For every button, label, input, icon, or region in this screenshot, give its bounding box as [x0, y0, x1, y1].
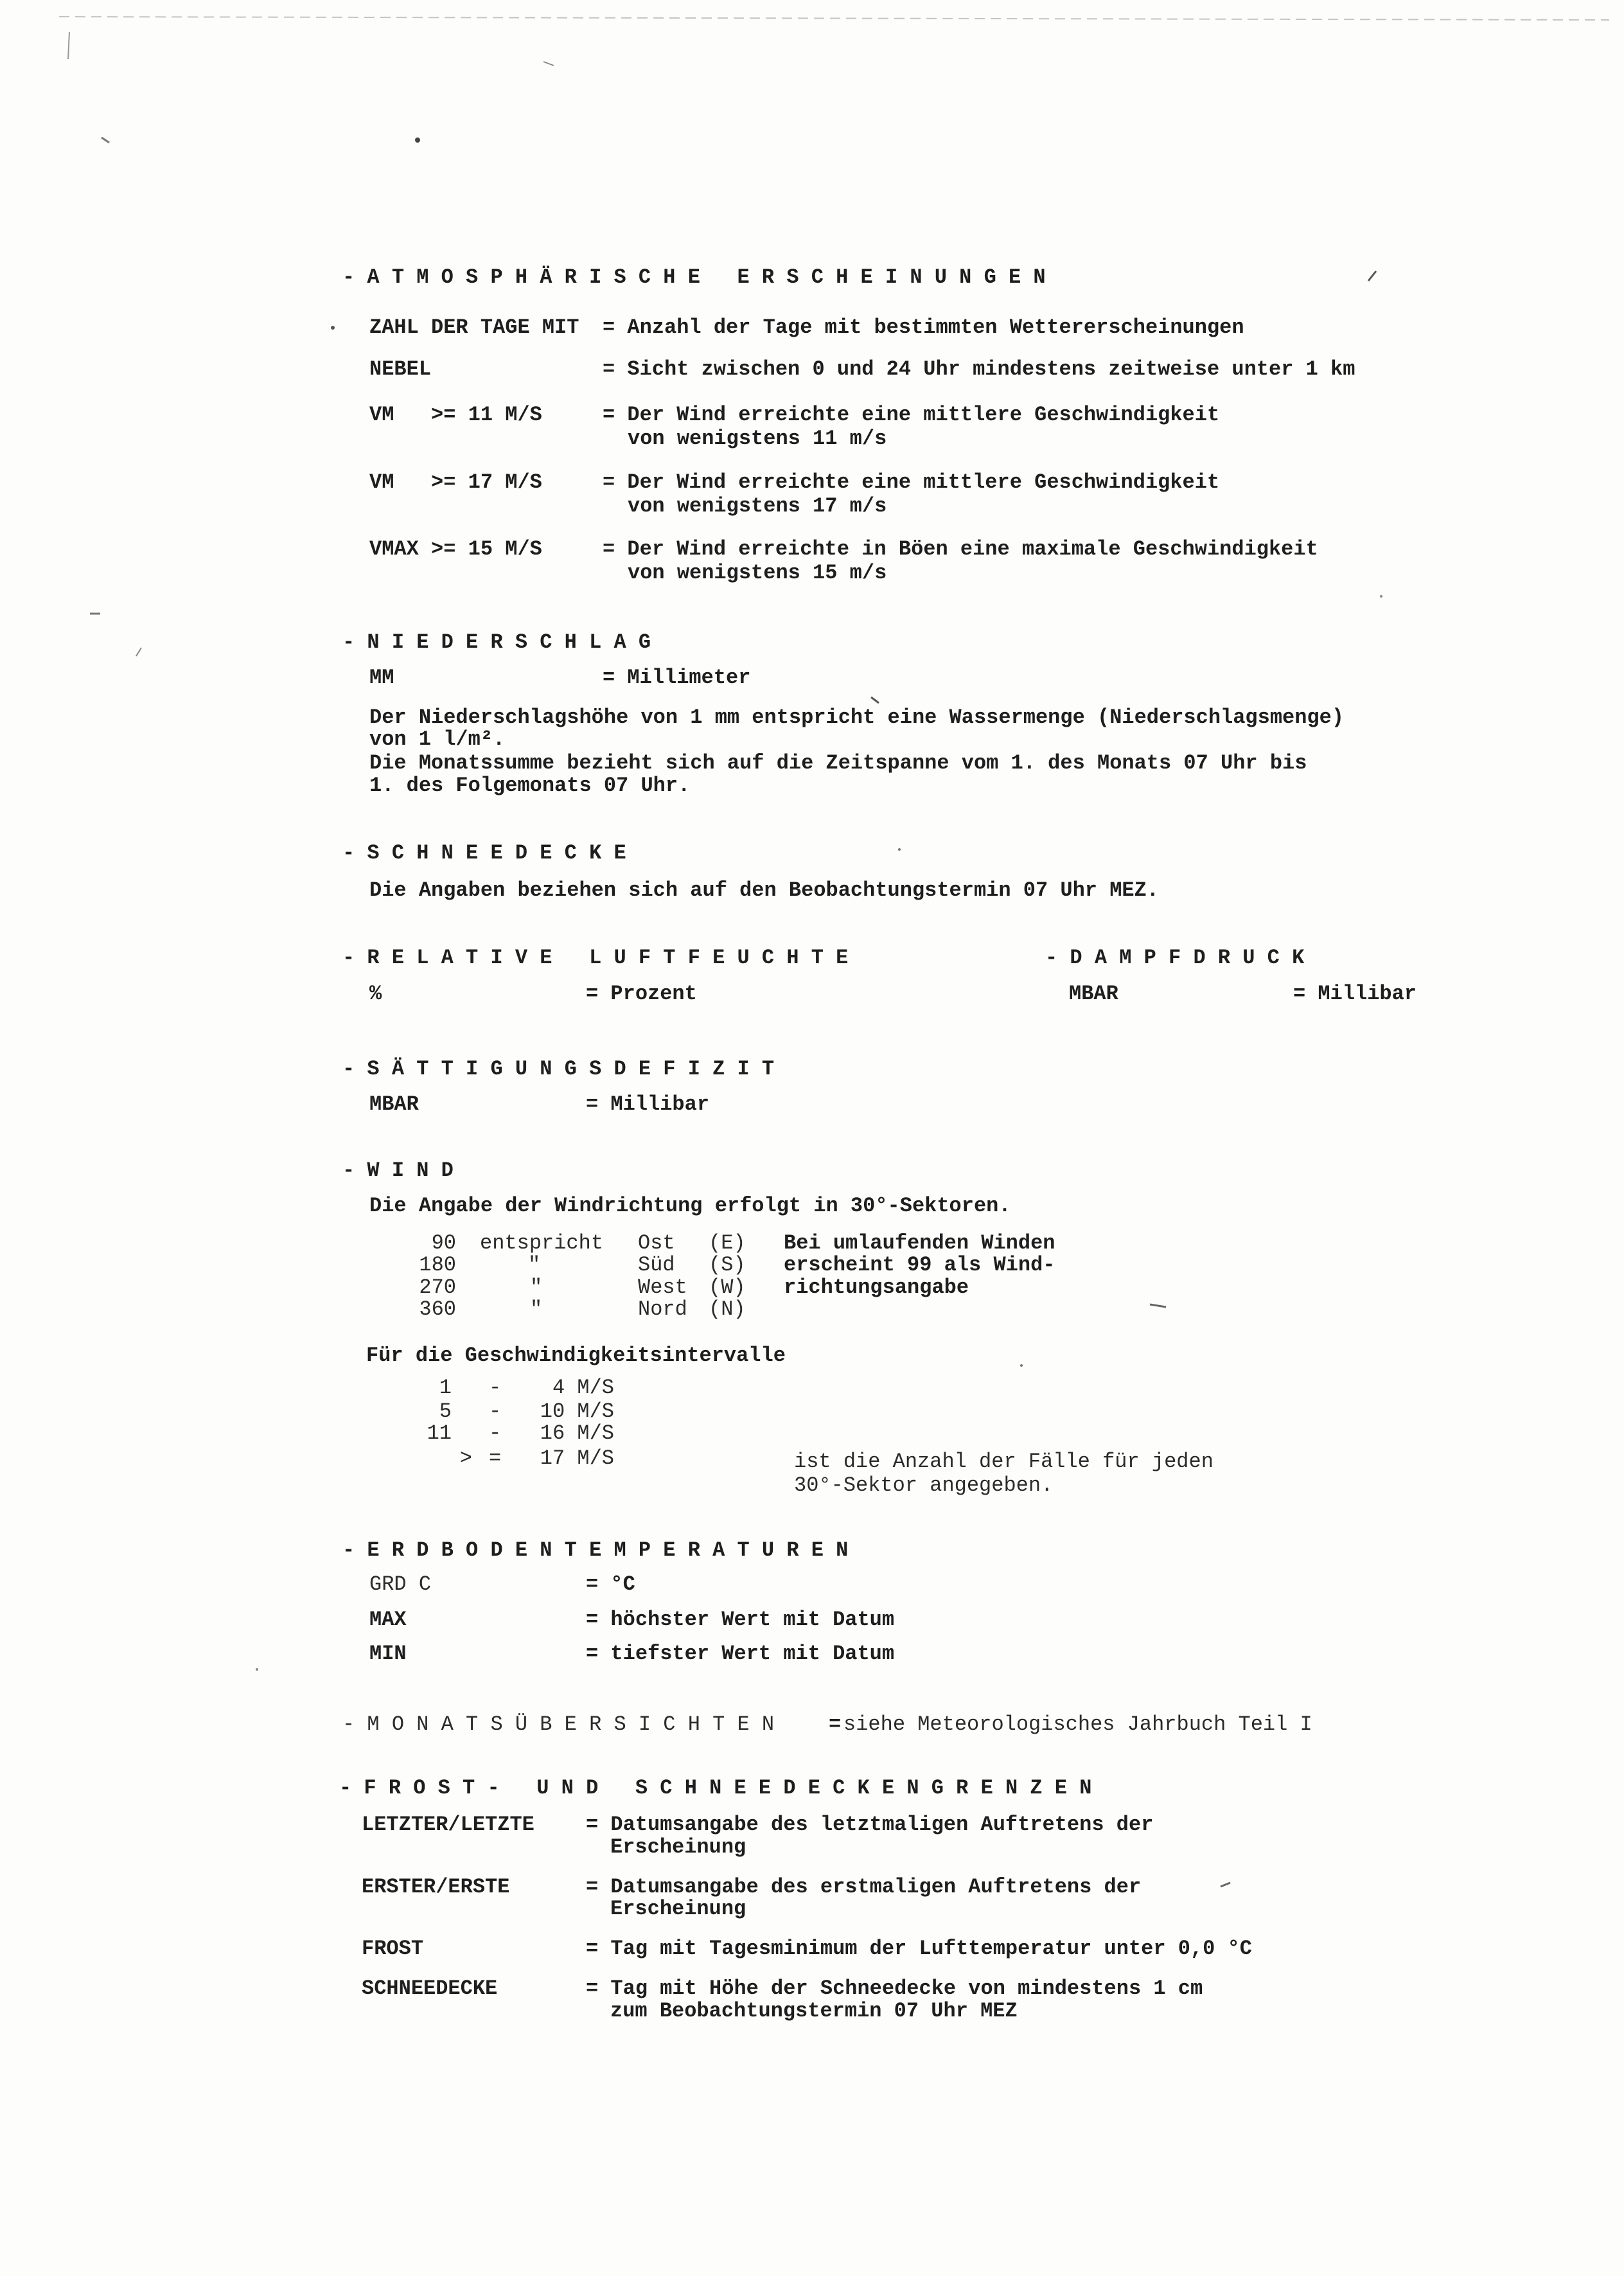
- paragraph-line: Die Angaben beziehen sich auf den Beobachtungstermin 07 Uhr MEZ.: [369, 878, 1159, 902]
- speed-interval-separator: =: [489, 1446, 502, 1470]
- speed-interval-separator: -: [489, 1376, 502, 1400]
- scan-edge-line: [59, 17, 1609, 20]
- paragraph-line: von 1 l/m².: [369, 727, 506, 751]
- ditto-mark: ": [530, 1276, 543, 1299]
- direction-abbreviation: (W): [709, 1276, 746, 1299]
- equals-sign: =: [829, 1712, 842, 1736]
- definition-zahl-der-tage: = Anzahl der Tage mit bestimmten Wettererscheinungen: [603, 316, 1244, 339]
- direction-abbreviation: (N): [709, 1297, 746, 1321]
- definition-erster-erste-continued: Erscheinung: [610, 1897, 746, 1921]
- term-vmax-15: VMAX >= 15 M/S: [369, 537, 542, 561]
- definition-min: = tiefster Wert mit Datum: [586, 1642, 895, 1666]
- scan-speck: [1150, 1304, 1166, 1307]
- term-percent: %: [369, 982, 382, 1006]
- paragraph-line: Die Monatssumme bezieht sich auf die Zeitspanne vom 1. des Monats 07 Uhr bis: [369, 751, 1307, 775]
- section-heading-luftfeuchte: - R E L A T I V E L U F T F E U C H T E: [342, 946, 849, 970]
- term-min: MIN: [369, 1642, 407, 1666]
- direction-degrees: 270: [419, 1276, 456, 1299]
- scan-speck: [1020, 1364, 1023, 1367]
- definition-mbar: = Millibar: [586, 1092, 710, 1116]
- term-max: MAX: [369, 1608, 407, 1631]
- scan-speck: [543, 62, 554, 66]
- term-erster-erste: ERSTER/ERSTE: [362, 1875, 510, 1899]
- term-schneedecke: SCHNEEDECKE: [362, 1977, 498, 2000]
- direction-name: Süd: [638, 1253, 675, 1277]
- scan-speck: [331, 326, 335, 330]
- direction-equivalence: entspricht: [480, 1231, 604, 1255]
- speed-intervals-intro: Für die Geschwindigkeitsintervalle: [366, 1344, 786, 1367]
- speed-interval-from: 11: [427, 1421, 452, 1445]
- paragraph-line: Die Angabe der Windrichtung erfolgt in 30°-Sektoren.: [369, 1194, 1011, 1218]
- definition-mbar: = Millibar: [1293, 982, 1417, 1006]
- section-heading-monatsuebersichten: - M O N A T S Ü B E R S I C H T E N: [342, 1712, 775, 1736]
- section-heading-saettigungsdefizit: - S Ä T T I G U N G S D E F I Z I T: [342, 1057, 775, 1081]
- section-heading-dampfdruck: - D A M P F D R U C K: [1045, 946, 1305, 970]
- speed-interval-to: 10 M/S: [540, 1400, 614, 1423]
- ditto-mark: ": [530, 1297, 543, 1321]
- direction-degrees: 180: [419, 1253, 456, 1277]
- definition-schneedecke-continued: zum Beobachtungstermin 07 Uhr MEZ: [610, 1999, 1018, 2023]
- term-zahl-der-tage: ZAHL DER TAGE MIT: [369, 316, 579, 339]
- definition-letzter-letzte-continued: Erscheinung: [610, 1835, 746, 1859]
- ditto-mark: ": [528, 1253, 541, 1277]
- scan-speck: [256, 1668, 258, 1671]
- speed-interval-to: 4 M/S: [552, 1376, 614, 1400]
- definition-vm-17: = Der Wind erreichte eine mittlere Geschwindigkeit: [603, 470, 1220, 494]
- speed-interval-separator: -: [489, 1400, 502, 1423]
- monatsuebersichten-reference: siehe Meteorologisches Jahrbuch Teil I: [843, 1712, 1312, 1736]
- direction-abbreviation: (S): [709, 1253, 746, 1277]
- definition-letzter-letzte: = Datumsangabe des letztmaligen Auftretens der: [586, 1813, 1154, 1836]
- definition-mm: = Millimeter: [603, 666, 751, 689]
- scan-speck: [898, 848, 901, 851]
- definition-vmax-15-continued: von wenigstens 15 m/s: [628, 561, 887, 585]
- wind-note-line: Bei umlaufenden Winden: [784, 1231, 1055, 1255]
- scan-speck: [415, 138, 420, 143]
- definition-vmax-15: = Der Wind erreichte in Böen eine maximale Geschwindigkeit: [603, 537, 1318, 561]
- speed-interval-to: 17 M/S: [540, 1446, 614, 1470]
- scan-speck: [136, 648, 141, 656]
- speed-interval-separator: -: [489, 1421, 502, 1445]
- term-mm: MM: [369, 666, 394, 689]
- section-heading-niederschlag: - N I E D E R S C H L A G: [342, 630, 651, 654]
- definition-vm-11: = Der Wind erreichte eine mittlere Geschwindigkeit: [603, 403, 1220, 427]
- term-grd-c: GRD C: [369, 1572, 432, 1596]
- term-frost: FROST: [362, 1937, 424, 1960]
- scan-speck: [68, 32, 69, 59]
- direction-name: Ost: [638, 1231, 675, 1255]
- scan-speck: [1380, 595, 1382, 598]
- definition-vm-11-continued: von wenigstens 11 m/s: [628, 427, 887, 450]
- term-nebel: NEBEL: [369, 357, 432, 381]
- speed-interval-from: 5: [439, 1400, 452, 1423]
- definition-erster-erste: = Datumsangabe des erstmaligen Auftretens der: [586, 1875, 1142, 1899]
- speed-interval-from: >: [459, 1446, 472, 1470]
- paragraph-line: 1. des Folgemonats 07 Uhr.: [369, 774, 691, 797]
- direction-name: West: [638, 1276, 687, 1299]
- wind-note-line: erscheint 99 als Wind-: [784, 1253, 1055, 1277]
- definition-max: = höchster Wert mit Datum: [586, 1608, 895, 1631]
- speed-interval-to: 16 M/S: [540, 1421, 614, 1445]
- speed-note-line: 30°-Sektor angegeben.: [794, 1473, 1054, 1497]
- speed-note-line: ist die Anzahl der Fälle für jeden: [794, 1450, 1214, 1473]
- section-heading-erdbodentemperaturen: - E R D B O D E N T E M P E R A T U R E N: [342, 1538, 849, 1562]
- direction-degrees: 90: [431, 1231, 456, 1255]
- scan-speck: [1368, 271, 1376, 281]
- section-heading-atmospheric: - A T M O S P H Ä R I S C H E E R S C H E I N U N G E N: [342, 265, 1046, 289]
- term-mbar: MBAR: [1069, 982, 1118, 1006]
- section-heading-frost-schneedeckengrenzen: - F R O S T - U N D S C H N E E D E C K E N G R E N Z E N: [339, 1776, 1092, 1800]
- scan-speck: [1221, 1883, 1230, 1887]
- speed-interval-from: 1: [439, 1376, 452, 1400]
- definition-nebel: = Sicht zwischen 0 und 24 Uhr mindestens zeitweise unter 1 km: [603, 357, 1355, 381]
- term-letzter-letzte: LETZTER/LETZTE: [362, 1813, 534, 1836]
- term-vm-11: VM >= 11 M/S: [369, 403, 542, 427]
- wind-note-line: richtungsangabe: [784, 1276, 969, 1299]
- term-mbar: MBAR: [369, 1092, 419, 1116]
- direction-name: Nord: [638, 1297, 687, 1321]
- direction-degrees: 360: [419, 1297, 456, 1321]
- definition-frost: = Tag mit Tagesminimum der Lufttemperatur unter 0,0 °C: [586, 1937, 1252, 1960]
- definition-percent: = Prozent: [586, 982, 697, 1006]
- scan-speck: [102, 138, 109, 143]
- direction-abbreviation: (E): [709, 1231, 746, 1255]
- definition-schneedecke: = Tag mit Höhe der Schneedecke von mindestens 1 cm: [586, 1977, 1203, 2000]
- term-vm-17: VM >= 17 M/S: [369, 470, 542, 494]
- section-heading-wind: - W I N D: [342, 1159, 454, 1182]
- scan-speck: [871, 697, 879, 703]
- definition-grd-c: = °C: [586, 1572, 635, 1596]
- paragraph-line: Der Niederschlagshöhe von 1 mm entspricht eine Wassermenge (Niederschlagsmenge): [369, 706, 1345, 729]
- section-heading-schneedecke: - S C H N E E D E C K E: [342, 841, 626, 865]
- definition-vm-17-continued: von wenigstens 17 m/s: [628, 494, 887, 518]
